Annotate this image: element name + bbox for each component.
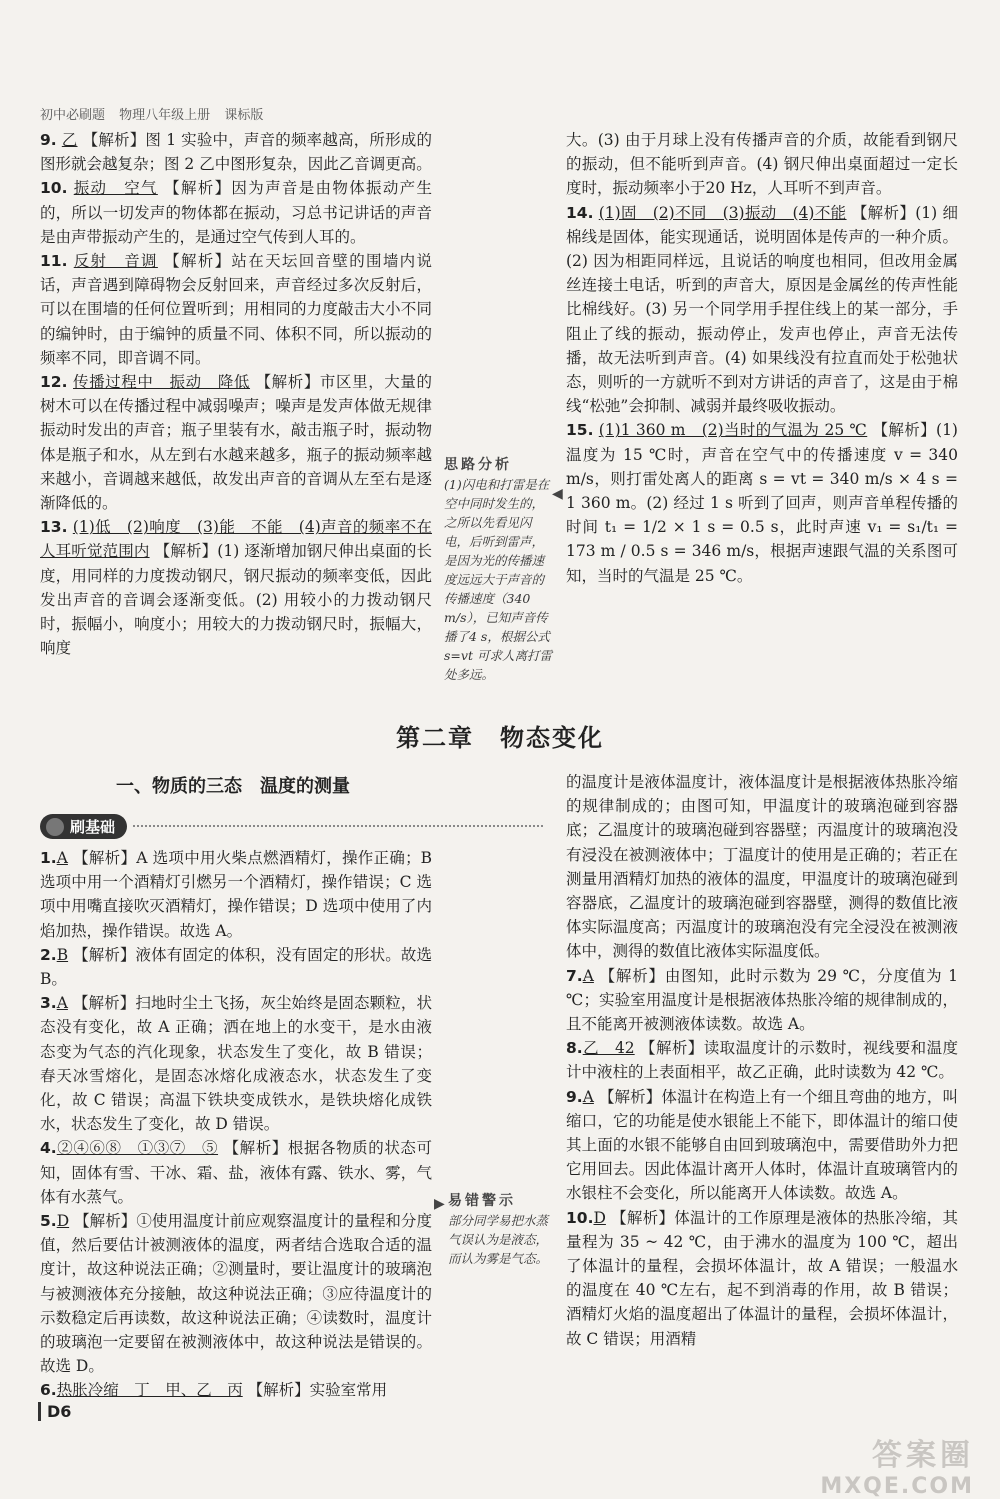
answer-item: 3.A 【解析】扫地时尘土飞扬，灰尘始终是固态颗粒，状态没有变化，故 A 正确；洒在地上的水变干，是水由液态变为气态的汽化现象，状态发生了变化，故 B 错误；春天冰雪熔化，是固态冰熔化成液态水，状态发生了变化，故 C 错误；高温下铁块变成铁水，是铁块熔化成铁水，状态发生了变化，故 D 错误。 xyxy=(40,994,432,1134)
answer-item: 10.D 【解析】体温计的工作原理是液体的热胀冷缩，其量程为 35 ~ 42 ℃，由于沸水的温度为 100 ℃，超出了体温计的量程，会损坏体温计，故 A 错误；一般温水的温度在 40 ℃左右，起不到消毒的作用，故 B 错误；酒精灯火焰的温度超出了体温计的量程，会损坏体温计，故 C 错误；用酒精 xyxy=(566,1208,958,1348)
explanation: 【解析】(1) 逐渐增加钢尺伸出桌面的长度，用同样的力度拨动钢尺，钢尺振动的频率变低，因此发出声音的音调会逐渐变低。(2) 用较小的力拨动钢尺时，振幅小，响度小；用较大的力拨动钢尺时，振幅大，响度 xyxy=(40,542,432,658)
header-subject: 物理八年级上册 xyxy=(119,108,211,123)
answer-item: 10. 振动 空气 【解析】因为声音是由物体振动产生的，所以一切发声的物体都在振动，习总书记讲话的声音是由声带振动产生的，是通过空气传到人耳的。 xyxy=(40,179,432,246)
answer-key: D xyxy=(56,1212,70,1231)
answer-item: 7.A 【解析】由图知，此时示数为 29 ℃，分度值为 1 ℃；实验室用温度计是根据液体热胀冷缩的规律制成的，且不能离开被测液体读数。故选 A。 xyxy=(566,966,958,1034)
watermark-main: 答案圈 xyxy=(872,1438,974,1473)
header-book: 初中必刷题 xyxy=(40,108,106,123)
answer-item xyxy=(566,770,958,964)
explanation: 【解析】读取温度计的示数时，视线要和温度计中液柱的上表面相平，故乙正确，此时读数为 42 ℃。 xyxy=(566,1039,958,1082)
running-header xyxy=(40,104,273,123)
explanation: 【解析】扫地时尘土飞扬，灰尘始终是固态颗粒，状态没有变化，故 A 正确；洒在地上的水变干，是水由液态变为气态的汽化现象，状态发生了变化，故 B 错误；春天冰雪熔化，是固态冰熔化成液态水，状态发生了变化，故 C 错误；高温下铁块变成铁水，是铁块熔化成铁水，状态发生了变化，故 D 错误。 xyxy=(40,994,432,1134)
header-edition: 课标版 xyxy=(224,108,264,123)
answer-item: 6.热胀冷缩 丁 甲、乙 丙 【解析】实验室常用 xyxy=(40,1381,388,1400)
answer-key: A xyxy=(56,994,68,1013)
side-note-analysis xyxy=(444,456,552,684)
answer-item: 15. (1)1 360 m (2)当时的气温为 25 ℃ 【解析】(1) 温度为 15 ℃时，声音在空气中的传播速度 v = 340 m/s，则打雷处离人的距离 s = vt = 340 m/s × 4 s = 1 360 m。(2) 经过 1 s 听到了回声，则声音单程传播的时间 t₁ = 1/2 × 1 s = 0.5 s，此时声速 v₁ = s₁/t₁ = 173 m / 0.5 s = 346 m/s，根据声速跟气温的关系图可知，当时的气温是 25 ℃。 xyxy=(566,421,958,585)
answer-item: 5.D 【解析】①使用温度计前应观察温度计的量程和分度值，然后要估计被测液体的温度，两者结合选取合适的温度计，故这种说法正确；②测量时，要让温度计的玻璃泡与被测液体充分接触，故这种说法正确；③应待温度计的示数稳定后再读数，故这种说法正确；④读数时，温度计的玻璃泡一定要留在被测液体中，故这种说法是错误的。故选 D。 xyxy=(40,1212,432,1376)
answer-item: 9. 乙 【解析】图 1 实验中，声音的频率越高，所形成的图形就会越复杂；图 2 乙中图形复杂，因此乙音调更高。 xyxy=(40,131,432,174)
explanation: 大。(3) 由于月球上没有传播声音的介质，故能看到钢尺的振动，但不能听到声音。(4) 钢尺伸出桌面超过一定长度时，振动频率小于20 Hz，人耳听不到声音。 xyxy=(566,131,958,198)
watermark-logo xyxy=(820,1430,974,1499)
answer-item: 4.②④⑥⑧ ①③⑦ ⑤ 【解析】根据各物质的状态可知，固体有雪、干冰、霜、盐，液体有露、铁水、雾，气体有水蒸气。 xyxy=(40,1139,432,1206)
explanation: 【解析】液体有固定的体积，没有固定的形状。故选 B。 xyxy=(40,945,432,989)
answer-item: 14. (1)固 (2)不同 (3)振动 (4)不能 【解析】(1) 细棉线是固体，能实现通话，说明固体是传声的一种介质。(2) 因为相距同样远，且说话的响度也相同，但改用金属丝连接土电话，听到的声音大，原因是金属丝的传声性能比棉线好。(3) 另一个同学用手捏住线上的某一部分，手阻止了线的振动，振动停止，发声也停止，声音无法传播，故无法听到声音。(4) 如果线没有拉直而处于松弛状态，则听的一方就听不到对方讲话的声音了，这是由于棉线“松弛”会抑制、减弱并最终吸收振动。 xyxy=(566,203,958,416)
answer-key: D xyxy=(593,1208,606,1227)
answer-item: 12. 传播过程中 振动 降低 【解析】市区里，大量的树木可以在传播过程中减弱噪声；噪声是发声体做无规律振动时发出的声音；瓶子里装有水，敲击瓶子时，振动物体是瓶子和水，从左到右水越来越多，瓶子的振动频率越来越小，音调越来越低，故发出声音的音调从左至右是逐渐降低的。 xyxy=(40,373,432,513)
explanation: 【解析】站在天坛回音壁的围墙内说话，声音遇到障碍物会反射回来，声音经过多次反射后，可以在围墙的任何位置听到；用相同的力度敲击大小不同的编钟时，由于编钟的质量不同、体积不同，所以振动的频率不同，即音调不同。 xyxy=(40,252,432,367)
explanation: 【解析】由图知，此时示数为 29 ℃，分度值为 1 ℃；实验室用温度计是根据液体热胀冷缩的规律制成的，且不能离开被测液体读数。故选 A。 xyxy=(566,966,958,1034)
answer-key: 反射 音调 xyxy=(73,252,158,271)
answer-item: 13. (1)低 (2)响度 (3)能 不能 (4)声音的频率不在人耳听觉范围内 【解析】(1) 逐渐增加钢尺伸出桌面的长度，用同样的力度拨动钢尺，钢尺振动的频率变低，因此发出声音的音调会逐渐变低。(2) 用较小的力拨动钢尺时，振幅小，响度小；用较大的力拨动钢尺时，振幅大，响度 xyxy=(40,518,432,658)
right-bottom-column xyxy=(566,770,958,1351)
left-bottom-column xyxy=(40,846,432,1403)
explanation: 【解析】体温计的工作原理是液体的热胀冷缩，其量程为 35 ~ 42 ℃，由于沸水的温度为 100 ℃，超出了体温计的量程，会损坏体温计，故 A 错误；一般温水的温度在 40 ℃左右，起不到消毒的作用，故 B 错误；酒精灯火焰的温度超出了体温计的量程，会损坏体温计，故 C 错误；用酒精 xyxy=(566,1208,958,1348)
explanation: 【解析】①使用温度计前应观察温度计的量程和分度值，然后要估计被测液体的温度，两者结合选取合适的温度计，故这种说法正确；②测量时，要让温度计的玻璃泡与被测液体充分接触，故这种说法正确；③应待温度计的示数稳定后再读数，故这种说法正确；④读数时，温度计的玻璃泡一定要留在被测液体中，故这种说法是错误的。故选 D。 xyxy=(40,1212,432,1376)
answer-item: 1.A 【解析】A 选项中用火柴点燃酒精灯，操作正确；B 选项中用一个酒精灯引燃另一个酒精灯，操作错误；C 选项中用嘴直接吹灭酒精灯，操作错误；D 选项中使用了内焰加热，操作错误。故选 A。 xyxy=(40,849,432,940)
answer-key: 传播过程中 振动 降低 xyxy=(73,373,251,392)
section-badge xyxy=(40,812,543,840)
answer-item: 8.乙 42 【解析】读取温度计的示数时，视线要和温度计中液柱的上表面相平，故乙正确，此时读数为 42 ℃。 xyxy=(566,1039,958,1082)
explanation: 【解析】A 选项中用火柴点燃酒精灯，操作正确；B 选项中用一个酒精灯引燃另一个酒精灯，操作错误；C 选项中用嘴直接吹灭酒精灯，操作错误；D 选项中使用了内焰加热，操作错误。故选 A。 xyxy=(40,849,432,940)
badge-divider xyxy=(133,825,543,827)
answer-key: 乙 xyxy=(61,131,78,149)
answer-key: ②④⑥⑧ ①③⑦ ⑤ xyxy=(56,1139,219,1158)
explanation: 【解析】体温计在构造上有一个细且弯曲的地方，叫缩口，它的功能是使水银能上不能下，即体温计的缩口使其上面的水银不能够自由回到玻璃泡中，需要借助外力把它用回去。因此体温计离开人体时，体温计直玻璃管内的水银柱不会变化，所以能离开人体读数。故选 A。 xyxy=(566,1087,958,1203)
answer-key: A xyxy=(582,1087,594,1106)
answer-key: 热胀冷缩 丁 甲、乙 丙 xyxy=(56,1381,243,1400)
side-note-text: (1)闪电和打雷是在空中同时发生的，之所以先看见闪电，后听到雷声，是因为光的传播速度远远大于声音的传播速度（340 m/s），已知声音传播了4 s，根据公式 s=vt 可求人离打雷处多远。 xyxy=(444,477,552,682)
answer-item: 9.A 【解析】体温计在构造上有一个细且弯曲的地方，叫缩口，它的功能是使水银能上不能下，即体温计的缩口使其上面的水银不能够自由回到玻璃泡中，需要借助外力把它用回去。因此体温计离开人体时，体温计直玻璃管内的水银柱不会变化，所以能离开人体读数。故选 A。 xyxy=(566,1087,958,1203)
answer-item: 2.B 【解析】液体有固定的体积，没有固定的形状。故选 B。 xyxy=(40,945,432,989)
answer-key: (1)低 (2)响度 (3)能 不能 (4)声音的频率不在人耳听觉范围内 xyxy=(40,518,432,561)
explanation: 【解析】(1) 温度为 15 ℃时，声音在空气中的传播速度 v = 340 m/s，则打雷处离人的距离 s = vt = 340 m/s × 4 s = 1 360 m。(2) 经过 1 s 听到了回声，则声音单程传播的时间 t₁ = 1/2 × 1 s = 0.5 s，此时声速 v₁ = s₁/t₁ = 173 m / 0.5 s = 346 m/s，根据声速跟气温的关系图可知，当时的气温是 25 ℃。 xyxy=(566,421,958,585)
explanation: 【解析】因为声音是由物体振动产生的，所以一切发声的物体都在振动，习总书记讲话的声音是由声带振动产生的，是通过空气传到人耳的。 xyxy=(40,179,432,246)
explanation: 【解析】根据各物质的状态可知，固体有雪、干冰、霜、盐，液体有露、铁水、雾，气体有水蒸气。 xyxy=(40,1139,432,1206)
answer-key: B xyxy=(56,945,69,964)
arrow-icon: ◀ xyxy=(552,486,563,502)
explanation: 【解析】图 1 实验中，声音的频率越高，所形成的图形就会越复杂；图 2 乙中图形复杂，因此乙音调更高。 xyxy=(40,131,432,174)
answer-key: (1)1 360 m (2)当时的气温为 25 ℃ xyxy=(598,421,868,440)
answer-key: A xyxy=(56,849,68,867)
section-title: 一、物质的三态 温度的测量 xyxy=(116,776,350,797)
side-note-title: 易错警示 xyxy=(448,1193,516,1209)
explanation: 【解析】市区里，大量的树木可以在传播过程中减弱噪声；噪声是发声体做无规律振动时发出的声音；瓶子里装有水，敲击瓶子时，振动物体是瓶子和水，从左到右水越来越多，瓶子的振动频率越来越小，音调越来越低，故发出声音的音调从左至右是逐渐降低的。 xyxy=(40,373,432,513)
page-number: D6 xyxy=(38,1402,71,1421)
explanation: 【解析】实验室常用 xyxy=(247,1381,388,1400)
explanation: 的温度计是液体温度计，液体温度计是根据液体热胀冷缩的规律制成的；由图可知，甲温度计的玻璃泡碰到容器底；乙温度计的玻璃泡碰到容器壁；丙温度计的玻璃泡没有浸没在被测液体中；丁温度计的使用是正确的；若正在测量用酒精灯加热的液体的温度，甲温度计的玻璃泡碰到容器底，乙温度计的玻璃泡碰到容器壁，测得的数值比液体实际温度高；丙温度计的玻璃泡没有完全浸没在被测液体中，测得的数值比液体实际温度低。 xyxy=(566,773,958,961)
answer-item xyxy=(566,128,958,201)
side-note-text: 部分同学易把水蒸气误认为是液态，而认为雾是气态。 xyxy=(448,1213,549,1266)
left-top-column xyxy=(40,128,432,660)
arrow-icon: ▶ xyxy=(434,1196,445,1212)
explanation: 【解析】(1) 细棉线是固体，能实现通话，说明固体是传声的一种介质。(2) 因为相距同样远，且说话的响度也相同，但改用金属丝连接土电话，听到的声音大，原因是金属丝的传声性能比棉线好。(3) 另一个同学用手捏住线上的某一部分，手阻止了线的振动，振动停止，发声也停止，声音无法传播，故无法听到声音。(4) 如果线没有拉直而处于松弛状态，则听的一方就听不到对方讲话的声音了，这是由于棉线“松弛”会抑制、减弱并最终吸收振动。 xyxy=(566,203,958,416)
answer-key: A xyxy=(582,966,594,985)
watermark-sub: MXQE.COM xyxy=(820,1474,974,1499)
side-note-title: 思路分析 xyxy=(444,457,512,473)
answer-key: 乙 42 xyxy=(582,1039,635,1058)
badge-label: 刷基础 xyxy=(40,814,127,839)
answer-item: 11. 反射 音调 【解析】站在天坛回音壁的围墙内说话，声音遇到障碍物会反射回来，声音经过多次反射后，可以在围墙的任何位置听到；用相同的力度敲击大小不同的编钟时，由于编钟的质量不同、体积不同，所以振动的频率不同，即音调不同。 xyxy=(40,252,432,367)
answer-key: (1)固 (2)不同 (3)振动 (4)不能 xyxy=(598,203,847,222)
chapter-title: 第二章 物态变化 xyxy=(396,724,604,752)
right-top-column xyxy=(566,128,958,588)
answer-key: 振动 空气 xyxy=(73,179,158,198)
side-note-warning xyxy=(448,1192,556,1268)
